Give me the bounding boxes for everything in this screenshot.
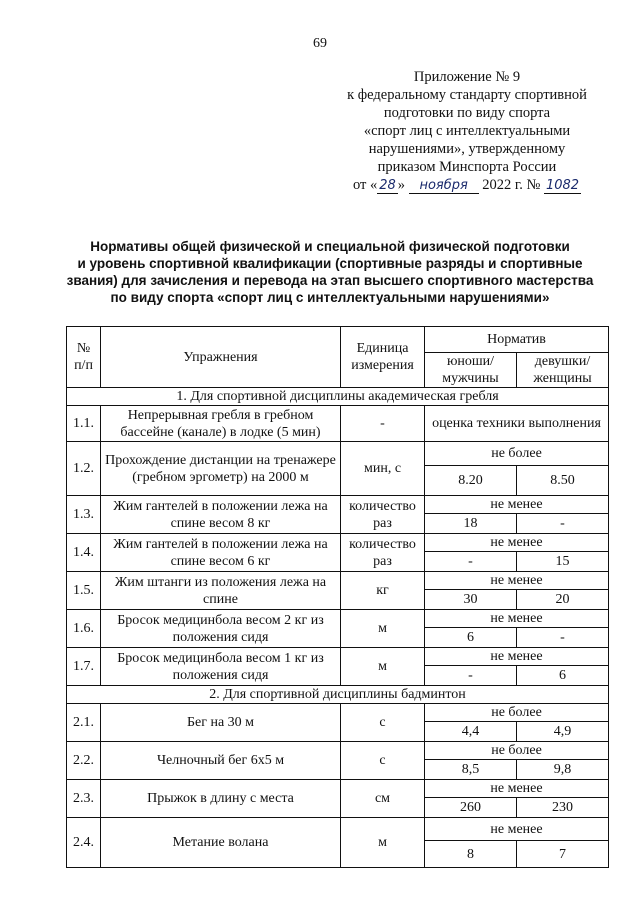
row-male-value: 8: [425, 841, 517, 868]
row-female-value: 9,8: [517, 760, 609, 780]
table-row: [67, 610, 609, 628]
row-num: 1.6.: [67, 610, 101, 648]
row-unit: с: [341, 742, 425, 780]
section-row: [67, 686, 609, 704]
date-prefix: от «: [352, 177, 378, 193]
row-female-value: -: [517, 514, 609, 534]
row-exercise: Непрерывная гребля в гребном бассейне (канале) в лодке (5 мин): [101, 406, 341, 442]
table-row: [67, 496, 609, 514]
row-exercise: Жим гантелей в положении лежа на спине весом 6 кг: [101, 534, 341, 572]
table-row: [67, 704, 609, 722]
row-male-value: 260: [425, 798, 517, 818]
row-unit: -: [341, 406, 425, 442]
title-line: по виду спорта «спорт лиц с интеллектуальными нарушениями»: [110, 290, 550, 305]
row-male-value: 8,5: [425, 760, 517, 780]
row-male-value: -: [425, 666, 517, 686]
row-num: 2.3.: [67, 780, 101, 818]
row-unit: с: [341, 704, 425, 742]
header-num: № п/п: [67, 327, 101, 388]
row-unit: см: [341, 780, 425, 818]
row-unit: кг: [341, 572, 425, 610]
row-exercise: Бросок медицинбола весом 2 кг из положения сидя: [101, 610, 341, 648]
row-num: 1.4.: [67, 534, 101, 572]
row-male-value: 8.20: [425, 466, 517, 496]
row-female-value: 7: [517, 841, 609, 868]
document-title: [40, 238, 620, 306]
appendix-line: подготовки по виду спорта: [383, 105, 551, 121]
row-num: 2.2.: [67, 742, 101, 780]
row-female-value: 6: [517, 666, 609, 686]
row-condition: не более: [425, 742, 609, 760]
appendix-line: «спорт лиц с интеллектуальными: [363, 123, 571, 139]
row-exercise: Жим гантелей в положении лежа на спине весом 8 кг: [101, 496, 341, 534]
row-female-value: 15: [517, 552, 609, 572]
row-num: 1.5.: [67, 572, 101, 610]
row-female-value: 8.50: [517, 466, 609, 496]
table-row: [67, 534, 609, 552]
row-male-value: 4,4: [425, 722, 517, 742]
section-row: [67, 388, 609, 406]
row-num: 2.1.: [67, 704, 101, 742]
norms-table: [66, 326, 609, 868]
row-exercise: Челночный бег 6х5 м: [101, 742, 341, 780]
order-date-line: [322, 176, 612, 194]
table-row: [67, 648, 609, 666]
row-condition: не менее: [425, 648, 609, 666]
row-male-value: 30: [425, 590, 517, 610]
date-month-handwritten: ноября: [409, 179, 479, 194]
row-num: 1.2.: [67, 442, 101, 496]
table-row: [67, 572, 609, 590]
header-male: юноши/ мужчины: [425, 353, 517, 388]
row-exercise: Жим штанги из положения лежа на спине: [101, 572, 341, 610]
row-exercise: Прохождение дистанции на тренажере (гребном эргометр) на 2000 м: [101, 442, 341, 496]
row-unit: мин, с: [341, 442, 425, 496]
row-condition: не менее: [425, 534, 609, 552]
row-condition: не менее: [425, 572, 609, 590]
row-condition: не менее: [425, 780, 609, 798]
row-female-value: -: [517, 628, 609, 648]
table-body: [67, 388, 609, 868]
row-num: 2.4.: [67, 818, 101, 868]
row-female-value: 230: [517, 798, 609, 818]
table-row: [67, 442, 609, 466]
row-unit: количество раз: [341, 496, 425, 534]
row-num: 1.7.: [67, 648, 101, 686]
section-title: 2. Для спортивной дисциплины бадминтон: [67, 686, 609, 704]
row-condition: не более: [425, 704, 609, 722]
table-row: [67, 742, 609, 760]
table-row: [67, 406, 609, 442]
appendix-line: к федеральному стандарту спортивной: [347, 87, 587, 103]
appendix-block: [322, 68, 612, 194]
header-norm: Норматив: [425, 327, 609, 353]
row-male-value: 18: [425, 514, 517, 534]
row-norm-merged: оценка техники выполнения: [425, 406, 609, 442]
title-line: Нормативы общей физической и специальной физической подготовки: [90, 239, 570, 254]
header-exercise: Упражнения: [101, 327, 341, 388]
appendix-line: приказом Минспорта России: [377, 159, 557, 175]
row-unit: м: [341, 818, 425, 868]
row-exercise: Прыжок в длину с места: [101, 780, 341, 818]
row-condition: не менее: [425, 818, 609, 841]
appendix-line: нарушениями», утвержденному: [368, 141, 566, 157]
row-male-value: 6: [425, 628, 517, 648]
row-num: 1.1.: [67, 406, 101, 442]
date-day-handwritten: 28: [379, 178, 396, 193]
row-female-value: 20: [517, 590, 609, 610]
row-num: 1.3.: [67, 496, 101, 534]
row-condition: не более: [425, 442, 609, 466]
row-condition: не менее: [425, 496, 609, 514]
page-number: 69: [313, 36, 327, 51]
date-mid: »: [397, 177, 406, 193]
row-exercise: Бег на 30 м: [101, 704, 341, 742]
row-unit: количество раз: [341, 534, 425, 572]
section-title: 1. Для спортивной дисциплины академическая гребля: [67, 388, 609, 406]
row-condition: не менее: [425, 610, 609, 628]
row-unit: м: [341, 648, 425, 686]
title-line: и уровень спортивной квалификации (спортивные разряды и спортивные: [77, 256, 583, 271]
date-year: 2022 г. №: [482, 177, 541, 193]
appendix-line: Приложение № 9: [413, 69, 521, 85]
table-row: [67, 780, 609, 798]
header-female: девушки/ женщины: [517, 353, 609, 388]
order-number-handwritten: 1082: [545, 178, 580, 193]
row-female-value: 4,9: [517, 722, 609, 742]
table-row: [67, 818, 609, 841]
row-exercise: Бросок медицинбола весом 1 кг из положения сидя: [101, 648, 341, 686]
header-unit: Единица измерения: [341, 327, 425, 388]
row-male-value: -: [425, 552, 517, 572]
row-exercise: Метание волана: [101, 818, 341, 868]
row-unit: м: [341, 610, 425, 648]
title-line: звания) для зачисления и перевода на этап высшего спортивного мастерства: [66, 273, 594, 288]
